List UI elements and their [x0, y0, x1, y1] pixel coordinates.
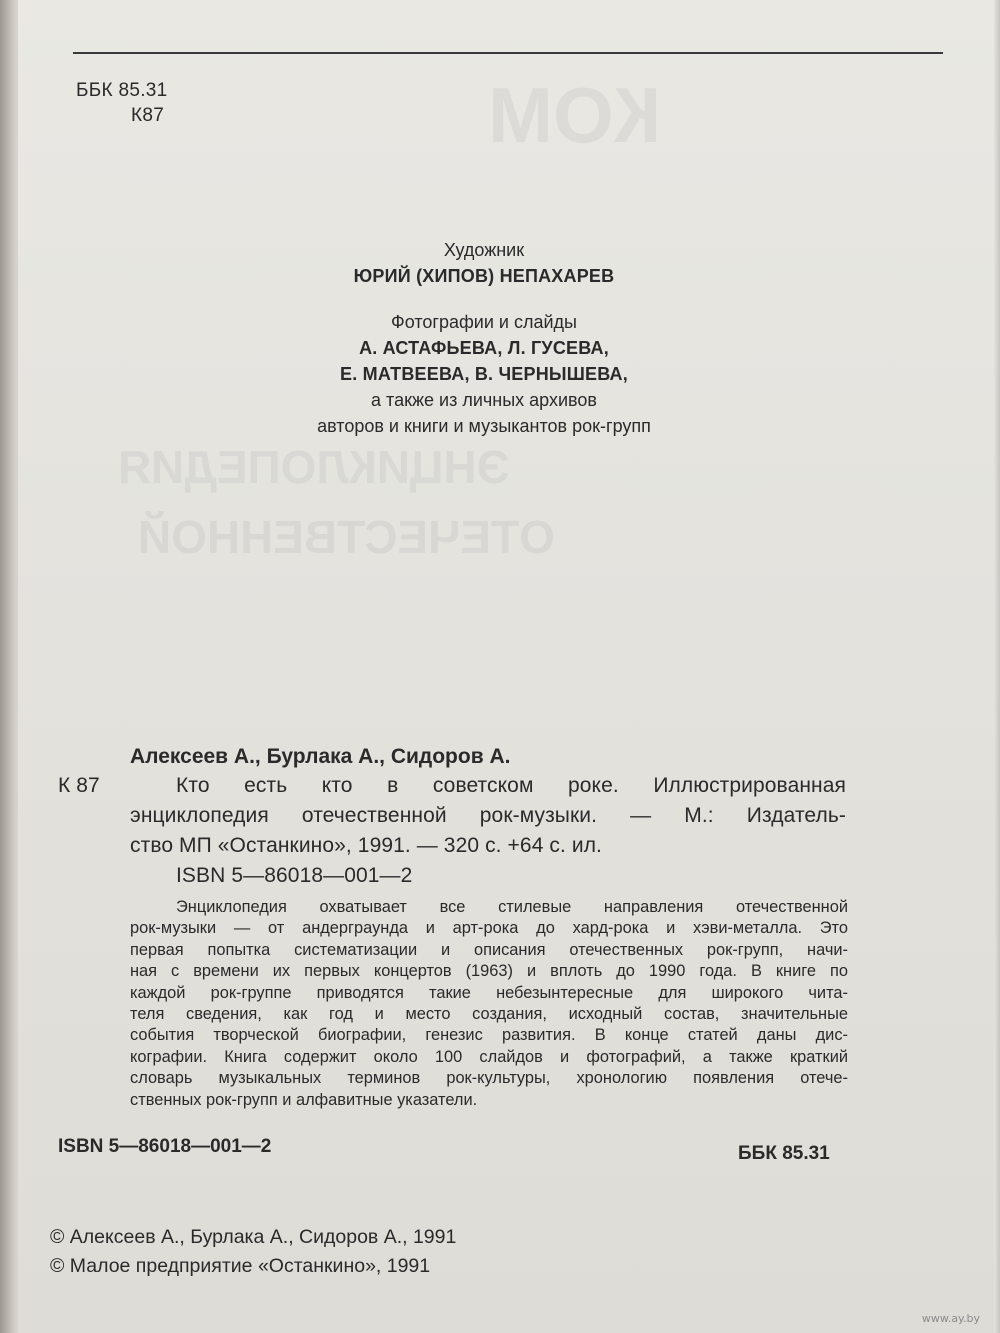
- authors-heading: Алексеев А., Бурлака А., Сидоров А.: [130, 745, 511, 768]
- artist-name: ЮРИЙ (ХИПОВ) НЕПАХАРЕВ: [353, 266, 615, 286]
- show-through-text: ОТЕЧЕСТВЕННОЙ: [138, 511, 555, 563]
- show-through-text: КОМ: [488, 71, 662, 159]
- archives-line-2: авторов и книги и музыкантов рок-групп: [317, 416, 651, 436]
- archives-line-1: а также из личных архивов: [371, 390, 597, 410]
- annotation-line: рок-музыки — от андерграунда и арт-рока до хард-рока и хэви-металла. Это: [130, 919, 848, 938]
- annotation-line: события творческой биографии, генезис развития. В конце статей даны дис-: [130, 1026, 848, 1045]
- bibliography-code: К 87: [58, 774, 100, 797]
- photo-names-line-1: А. АСТАФЬЕВА, Л. ГУСЕВА,: [359, 338, 609, 358]
- annotation-line: кографии. Книга содержит около 100 слайдов и фотографий, а также краткий: [130, 1047, 848, 1066]
- bibliography-line-2: энциклопедия отечественной рок-музыки. — М.: Издатель-: [130, 804, 846, 827]
- annotation-line: теля сведения, как год и место создания, исходный состав, значительные: [130, 1005, 848, 1024]
- photo-names-line-2: Е. МАТВЕЕВА, В. ЧЕРНЫШЕВА,: [340, 364, 628, 384]
- annotation-line: ная с времени их первых концертов (1963) и вплоть до 1990 года. В книге по: [130, 962, 848, 981]
- bbk-classification: ББК 85.31: [76, 80, 168, 101]
- book-page: [18, 0, 1000, 1333]
- show-through-text: ЭНЦИКЛОПЕДИЯ: [118, 441, 510, 493]
- annotation-line: словарь музыкальных терминов рок-культуры, хронологию появления отече-: [130, 1069, 848, 1088]
- copyright-publisher: © Малое предприятие «Останкино», 1991: [50, 1255, 431, 1277]
- photo-role: Фотографии и слайды: [391, 312, 577, 332]
- bibliography-line-1: Кто есть кто в советском роке. Иллюстрированная: [176, 774, 846, 797]
- catalog-code: К87: [131, 105, 165, 126]
- footer-isbn: ISBN 5—86018—001—2: [58, 1136, 272, 1157]
- page-edge: [994, 0, 1000, 1333]
- annotation: [130, 897, 848, 1111]
- artist-role: Художник: [443, 240, 525, 260]
- annotation-line: первая попытка систематизации и описания отечественных рок-групп, начи-: [130, 940, 848, 959]
- annotation-line: Энциклопедия охватывает все стилевые направления отечественной: [176, 898, 848, 916]
- bibliography-line-3: ство МП «Останкино», 1991. — 320 с. +64 с. ил.: [130, 834, 602, 857]
- footer-bbk: ББК 85.31: [738, 1143, 830, 1164]
- top-rule: [73, 52, 943, 54]
- watermark: www.ay.by: [921, 1312, 980, 1325]
- annotation-line: ственных рок-групп и алфавитные указатели.: [130, 1090, 478, 1109]
- bibliography-isbn: ISBN 5—86018—001—2: [176, 864, 413, 887]
- copyright-authors: © Алексеев А., Бурлака А., Сидоров А., 1991: [50, 1226, 457, 1248]
- annotation-line: каждой рок-группе приводятся такие небезынтересные для широкого чита-: [130, 983, 848, 1002]
